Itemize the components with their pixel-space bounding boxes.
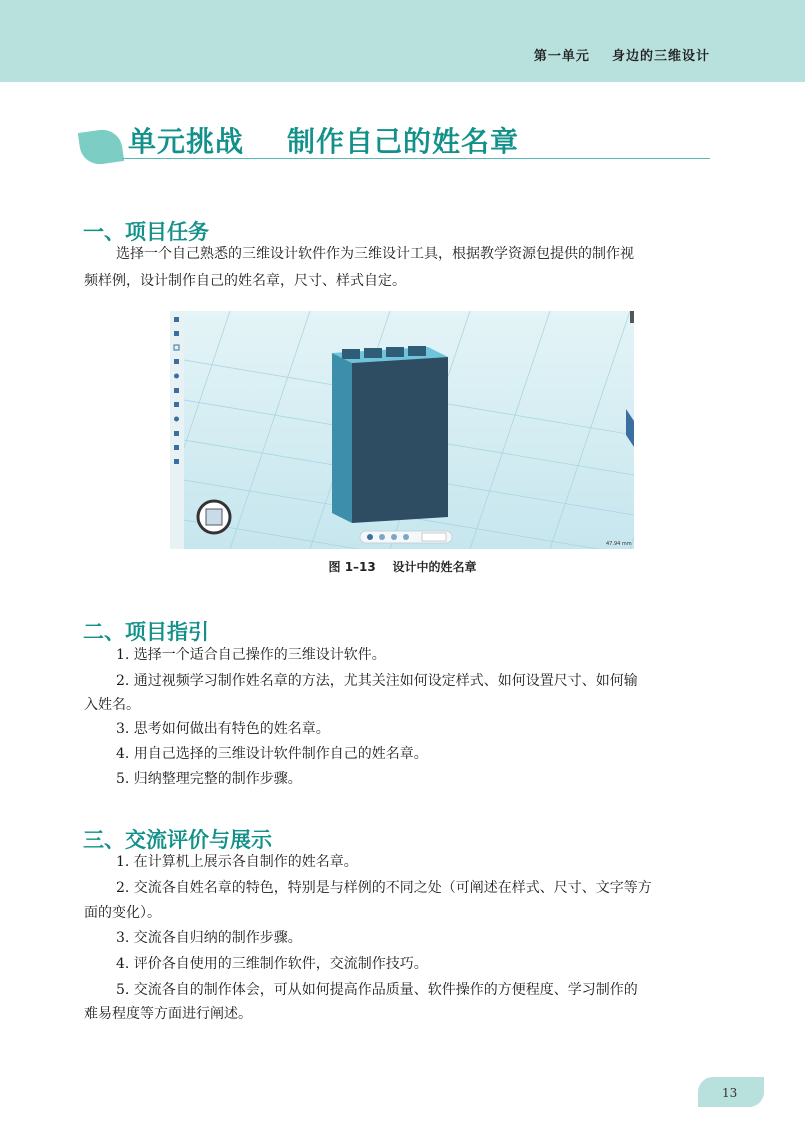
evaluate-item: 难易程度等方面进行阐述。 <box>84 1006 252 1022</box>
figure-caption: 图 1–13 设计中的姓名章 <box>328 560 477 574</box>
guide-item: 4. 用自己选择的三维设计软件制作自己的姓名章。 <box>116 746 428 762</box>
title-rule <box>122 158 710 159</box>
guide-item: 2. 通过视频学习制作姓名章的方法，尤其关注如何设定样式、如何设置尺寸、如何输 <box>116 673 638 689</box>
evaluate-item: 3. 交流各自归纳的制作步骤。 <box>116 930 302 946</box>
evaluate-item: 4. 评价各自使用的三维制作软件，交流制作技巧。 <box>116 956 428 972</box>
evaluate-item: 1. 在计算机上展示各自制作的姓名章。 <box>116 854 358 870</box>
guide-item: 5. 归纳整理完整的制作步骤。 <box>116 771 302 787</box>
header-band <box>0 0 805 82</box>
evaluate-item: 2. 交流各自姓名章的特色，特别是与样例的不同之处（可阐述在样式、尺寸、文字等方 <box>116 880 652 896</box>
section-heading-guide: 二、项目指引 <box>83 620 209 644</box>
section-heading-evaluate: 三、交流评价与展示 <box>83 828 272 852</box>
software-screenshot <box>170 311 634 549</box>
task-paragraph-line: 频样例，设计制作自己的姓名章，尺寸、样式自定。 <box>84 273 406 289</box>
chapter-title: 单元挑战 制作自己的姓名章 <box>128 125 519 158</box>
page-number: 13 <box>722 1086 738 1100</box>
evaluate-item: 面的变化）。 <box>84 905 161 921</box>
guide-item: 1. 选择一个适合自己操作的三维设计软件。 <box>116 647 386 663</box>
guide-item: 入姓名。 <box>84 697 140 713</box>
zoom-readout: 47.94 mm <box>606 541 632 547</box>
leaf-icon <box>78 127 124 167</box>
section-heading-task: 一、项目任务 <box>83 220 209 244</box>
running-head: 第一单元 身边的三维设计 <box>533 49 710 64</box>
evaluate-item: 5. 交流各自的制作体会，可从如何提高作品质量、软件操作的方便程度、学习制作的 <box>116 982 638 998</box>
task-paragraph-line: 选择一个自己熟悉的三维设计软件作为三维设计工具，根据教学资源包提供的制作视 <box>116 246 634 262</box>
guide-item: 3. 思考如何做出有特色的姓名章。 <box>116 721 330 737</box>
